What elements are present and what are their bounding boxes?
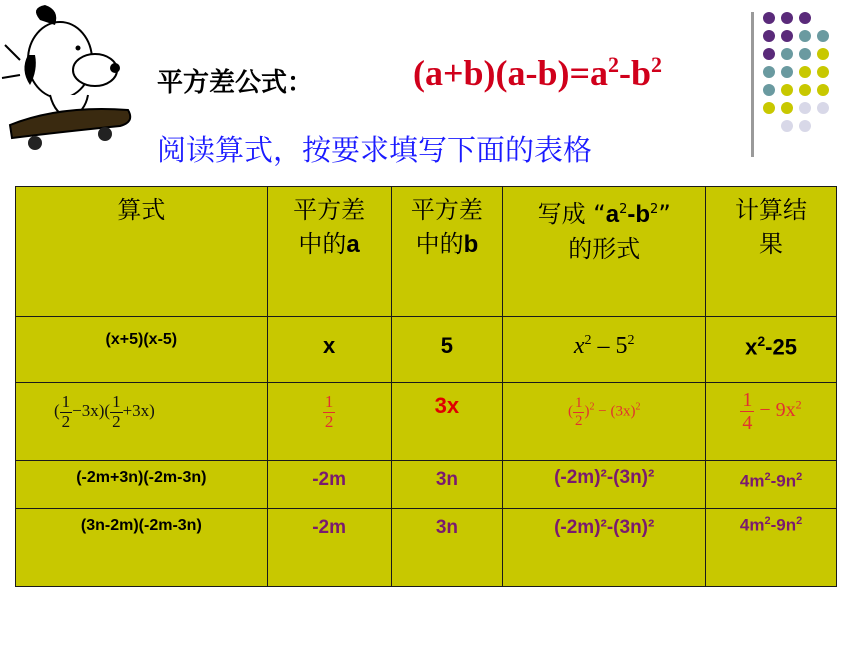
header-label: 中的 bbox=[298, 230, 347, 258]
row-form: (-2m)²-(3n)² bbox=[554, 517, 655, 538]
form-part: ( bbox=[567, 403, 573, 420]
instruction-text: 阅读算式，按要求填写下面的表格 bbox=[157, 133, 593, 167]
table-row bbox=[16, 383, 837, 461]
header-label: 平方差 bbox=[410, 196, 483, 224]
row-a-value: -2m bbox=[312, 517, 346, 538]
header-result bbox=[706, 187, 837, 317]
header-b bbox=[391, 187, 503, 317]
header-label: 算式 bbox=[117, 196, 166, 224]
frac-den: 2 bbox=[574, 412, 583, 429]
result-sup: 2 bbox=[795, 397, 802, 412]
frac-num: 1 bbox=[574, 395, 583, 411]
frac-num: 1 bbox=[742, 389, 753, 411]
result-sup: 2 bbox=[764, 515, 771, 527]
result-sup: 2 bbox=[757, 333, 766, 349]
formula-mid: -b bbox=[619, 53, 652, 93]
header-label: 计算结 bbox=[735, 196, 808, 224]
row-a-value: -2m bbox=[312, 469, 346, 490]
frac-den: 2 bbox=[61, 411, 71, 431]
result-sup: 2 bbox=[796, 471, 803, 483]
header-label: 的形式 bbox=[568, 235, 641, 263]
frac-den: 2 bbox=[112, 411, 121, 431]
frac-num: 1 bbox=[61, 392, 71, 411]
result-part: -25 bbox=[765, 334, 797, 360]
expr-part: −3x)( bbox=[72, 401, 111, 421]
formula-main: (a+b)(a-b)=a bbox=[413, 53, 609, 93]
header-a bbox=[267, 187, 391, 317]
header-label: 果 bbox=[759, 230, 784, 258]
header-var: a bbox=[605, 201, 620, 228]
table-header-row bbox=[16, 187, 837, 317]
formula-exp: 2 bbox=[608, 52, 620, 77]
difference-of-squares-formula bbox=[413, 52, 662, 94]
form-sup: 2 bbox=[635, 401, 641, 413]
row-expression: (x+5)(x-5) bbox=[105, 331, 178, 348]
result-part: x bbox=[745, 334, 758, 360]
row-result bbox=[706, 461, 836, 492]
row-b-value: 3n bbox=[435, 469, 459, 490]
exercise-table bbox=[15, 186, 837, 587]
row-result bbox=[706, 509, 836, 536]
row-form bbox=[503, 317, 705, 360]
header-form bbox=[503, 187, 706, 317]
header-label: 中的 bbox=[415, 230, 464, 258]
header-label: 平方差 bbox=[293, 196, 366, 224]
fraction bbox=[110, 393, 123, 431]
row-a-value: x bbox=[322, 333, 336, 358]
form-part: − (3x) bbox=[598, 403, 636, 420]
table-row bbox=[16, 317, 837, 383]
frac-den: 4 bbox=[742, 412, 753, 434]
row-form: (-2m)²-(3n)² bbox=[554, 467, 655, 488]
result-sup: 2 bbox=[764, 471, 771, 483]
fraction bbox=[60, 393, 73, 431]
result-sup: 2 bbox=[796, 515, 803, 527]
row-result bbox=[706, 317, 836, 360]
result-part: -9n bbox=[770, 471, 797, 491]
expr-part: +3x) bbox=[122, 401, 155, 421]
row-b-value: 3x bbox=[434, 393, 460, 418]
header-var: -b bbox=[627, 201, 651, 228]
form-sup: 2 bbox=[589, 401, 595, 413]
header-var: b bbox=[463, 231, 479, 258]
divider-line bbox=[751, 12, 754, 157]
row-b-value: 5 bbox=[440, 333, 454, 358]
row-expression: (-2m+3n)(-2m-3n) bbox=[76, 469, 207, 486]
page-title: 平方差公式： bbox=[157, 68, 314, 98]
row-b-value: 3n bbox=[435, 517, 459, 538]
header-sup: 2 bbox=[650, 202, 659, 217]
result-part: − 9x bbox=[759, 399, 796, 422]
form-sup: 2 bbox=[627, 333, 635, 348]
header-label: ” bbox=[658, 200, 671, 228]
row-form bbox=[503, 383, 705, 429]
row-result bbox=[706, 383, 836, 434]
form-part: x bbox=[573, 333, 585, 359]
result-part: -9n bbox=[770, 515, 797, 535]
frac-den: 2 bbox=[324, 411, 334, 431]
decorative-dots bbox=[763, 12, 843, 137]
frac-num: 1 bbox=[112, 392, 121, 411]
table-row bbox=[16, 509, 837, 587]
table-row bbox=[16, 461, 837, 509]
header-label: 写成 “ bbox=[537, 200, 606, 228]
row-expression: (3n-2m)(-2m-3n) bbox=[80, 517, 202, 534]
form-part: – 5 bbox=[597, 333, 628, 359]
result-part: 4m bbox=[739, 471, 765, 491]
form-sup: 2 bbox=[584, 333, 592, 348]
header-var: a bbox=[346, 231, 360, 258]
row-a-value bbox=[268, 383, 391, 431]
expr-part: ( bbox=[54, 401, 60, 421]
frac-num: 1 bbox=[324, 392, 334, 411]
formula-exp: 2 bbox=[651, 52, 663, 77]
header-expression bbox=[16, 187, 268, 317]
row-expression bbox=[16, 383, 267, 431]
header-sup: 2 bbox=[619, 202, 628, 217]
form-part: ) bbox=[584, 403, 590, 420]
result-part: 4m bbox=[739, 515, 765, 535]
snoopy-skateboard-illustration bbox=[0, 0, 145, 160]
